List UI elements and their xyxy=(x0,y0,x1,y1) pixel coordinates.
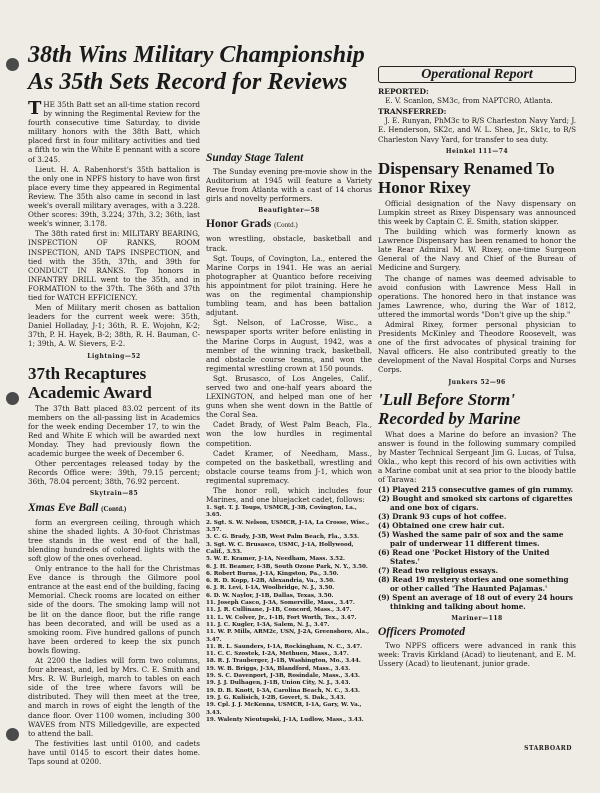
xmas-paragraph: Only entrance to the hall for the Christmas Eve dance is through the Gilmore pool entrance at the east end of the building, facing Memorial. Check rooms are located on either side of the doors. The smoking lamp will not be lit on the dance floor, but the rifle range has been decorated, and will be used as a smoking room. Five hundred gallons of punch have been ordered to keep the six punch bowls flowing. xyxy=(28,564,200,655)
honor-paragraph: Sgt. Nelson, of LaCrosse, Wisc., a newspaper sports writer before enlisting in the Marine Corps in August, 1942, was a member of the winning track, basketball, and obstacle course teams, and won the regimental wrestling crown at 150 pounds. xyxy=(206,318,372,373)
right-column xyxy=(378,66,576,670)
honor-paragraph: Cadet Brady, of West Palm Beach, Fla., won the low hurdles in regimental competition. xyxy=(206,420,372,448)
list-item: (3) Drank 93 cups of hot coffee. xyxy=(378,512,507,522)
stage-title: Sunday Stage Talent xyxy=(206,152,304,164)
honor-paragraph: Sgt. Toups, of Covington, La., entered the Marine Corps in 1941. He was an aerial photographer at Quantico before receiving his appointment for pilot training. Here he was on the regimental championship tumbling team, and has been battalion adjutant. xyxy=(206,253,372,318)
operational-report-title: Operational Report xyxy=(378,66,576,83)
dispensary-paragraph: Admiral Rixey, former personal physician to Presidents McKinley and Theodore Roosevelt, was one of the first advocates of physical training for Naval officers. He also contributed greatly to the development of the Naval Hospital Corps and Nurses Corps. xyxy=(378,319,576,375)
list-item: 1. Sgt. T. J. Toups, USMCR, J-3B, Covington, La., 3.65. xyxy=(206,505,357,519)
main-paragraph: Men of Military merit chosen as battalion leaders for the current week were: 35th, Daniel Holladay, J-1; 36th, R. E. Wojohn, K-2; 37th, P. H. Hayek, B-2; 38th, R. H. Bauman, C-1; 39th, A. W. Sievers, E-2. xyxy=(28,303,200,349)
lull-title: 'Lull Before Storm' Recorded by Marine xyxy=(378,389,521,428)
officers-paragraph: Two NPFS officers were advanced in rank this week: Travis Kirkland (Acad) to lieutenant, and E. M. Ussery (Acad) to lieutenant, junior grade. xyxy=(378,641,576,669)
list-item: (5) Washed the same pair of sox and the same pair of underwear 11 different times. xyxy=(378,530,564,549)
list-item: 6. D. W. Naylor, J-1B, Dallas, Texas, 3.50. xyxy=(206,592,334,599)
transferred-label: TRANSFERRED: xyxy=(378,107,447,117)
list-item: 11. C. C. Szostek, I-2A, Methuen, Mass., 3.47. xyxy=(206,651,349,658)
list-item: 19. J. G. Kulisich, I-2B, Govert, S. Dak., 3.43. xyxy=(206,694,346,701)
xmas-paragraph: The festivities last until 0100, and cadets have until 0145 to escort their dates home. Taps sound at 0200. xyxy=(28,738,200,766)
list-item: 3. C. G. Brady, J-3B, West Palm Beach, Fla., 3.53. xyxy=(206,534,359,541)
list-item: (9) Spent an average of 18 out of every 24 hours thinking and talking about home. xyxy=(378,593,573,612)
list-item: 11. L. W. Colver, Jr., I-1B, Fort Worth, Tex., 3.47. xyxy=(206,614,357,621)
xmas-paragraph: At 2200 the ladies will form two columns, four abreast, and, led by Mrs. C. E. Smith and Mrs. R. W. Burleigh, march to tables on each side of the tree where favors will be distributed. They will then meet at the tree, and march in rows of eight the length of the dance floor. Over 1100 women, including 300 WAVES from NTS Milledgeville, are expected to attend the ball. xyxy=(28,655,200,738)
list-item: (4) Obtained one crew hair cut. xyxy=(378,521,505,531)
list-item: 19. J. J. Dulhagen, J-1B, Union City, N. J., 3.43. xyxy=(206,680,351,687)
dispensary-title: Dispensary Renamed To Honor Rixey xyxy=(378,158,555,197)
list-item: 6. Robert Burns, J-1A, Kingston, Pa., 3.50. xyxy=(206,570,339,577)
honor-paragraph: Cadet Kramer, of Needham, Mass., competed on the basketball, wrestling and obstacle course teams from J-1, which won regimental supremacy. xyxy=(206,448,372,485)
footer-masthead: STARBOARD xyxy=(524,745,572,752)
recap-paragraph: The 37th Batt placed 83.02 percent of its members on the all-passing list in Academics for the week ending December 17, to win the Red and White E which will be awarded next Monday. They had previously flown the academic burgee the week of December 6. xyxy=(28,403,200,459)
list-item: 19. Walenty Nieutupski, J-1A, Ludlow, Mass., 3.43. xyxy=(206,716,364,723)
honor-title: Honor Grads (Contd.) xyxy=(206,218,298,231)
dispensary-paragraph: Official designation of the Navy dispensary on Lumpkin street as Rixey Dispensary was announced this week by Captain C. E. Smith, station skipper. xyxy=(378,198,576,226)
divider-heinkel: Heinkel 111—74 xyxy=(445,147,509,155)
divider-skytrain: Skytrain—85 xyxy=(89,490,139,498)
list-item: 6. R. D. Kopp, I-2B, Alexandria, Va., 3.50. xyxy=(206,578,335,585)
list-item: 11. W. P. Mills, ARM2c, USN, J-2A, Greensboro, Ala., 3.47. xyxy=(206,629,370,643)
officers-title: Officers Promoted xyxy=(378,626,465,639)
list-item: (6) Read one 'Pocket History of the United States.' xyxy=(378,548,550,567)
xmas-paragraph: form an evergreen ceiling, through which shine the shaded lights. A 30-foot Christmas tree stands in the west end of the hall, blending hundreds of colored lights with the soft glow of the ones overhead. xyxy=(28,517,200,563)
lull-list xyxy=(378,485,576,611)
binder-hole xyxy=(6,728,19,741)
list-item: 3. Sgt. W. C. Brusasco, USMC, J-1A, Hollywood, Calif., 3.53. xyxy=(206,541,354,555)
left-column xyxy=(28,100,200,767)
dispensary-paragraph: The building which was formerly known as Lawrence Dispensary has been renamed to honor the late Rear Admiral M. W. Rixey, one-time Surgeon General of the Navy and Chief of the Bureau of Medicine and Surgery. xyxy=(378,227,576,273)
honor-paragraph: The honor roll, which includes four Marines, and one bluejacket cadet, follows: xyxy=(206,486,372,505)
list-item: 5. W. E. Kramer, J-1A, Needham, Mass. 3.52. xyxy=(206,556,345,563)
divider-lightning: Lightning—52 xyxy=(87,352,141,360)
list-item: 19. S. C. Davenport, J-3B, Rosindale, Mass., 3.43. xyxy=(206,673,360,680)
list-item: (2) Bought and smoked six cartons of cigarettes and one box of cigars. xyxy=(378,494,573,513)
recap-title: 37th Recaptures Academic Award xyxy=(28,363,152,402)
dispensary-paragraph: The change of names was deemed advisable to avoid confusion with Lawrence Mess Hall in operations. The honored hero in that instance was James Lawrence, who, during the War of 1812, uttered the immortal words "Don't give up the ship." xyxy=(378,273,576,319)
honor-roll-list xyxy=(206,505,372,724)
list-item: (1) Played 215 consecutive games of gin rummy. xyxy=(378,485,574,495)
binder-hole xyxy=(6,58,19,71)
divider-junkers: Junkers 52—96 xyxy=(448,378,506,386)
list-item: 11. Joseph Casco, J-3A, Somerville, Mass., 3.47. xyxy=(206,600,355,607)
lull-paragraph: What does a Marine do before an invasion? The answer is found in the following summary compiled by Master Technical Sergeant Jim G. Lucas, of Tulsa, Okla., who kept this record of his own activities with a Marine combat unit at sea prior to the bloody battle of Tarawa: xyxy=(378,429,576,485)
list-item: 11. J. R. Cullinane, J-1B, Concord, Mass., 3.47. xyxy=(206,607,352,614)
main-paragraph: The 38th rated first in: MILITARY BEARING, INSPECTION OF RANKS, ROOM INSPECTION, AND TAPS INSPECTION, and tied with the 35th, 37th, and 39th for CONDUCT IN RANKS. Top honors in INFANTRY DRILL went to the 35th, and in FORMATION to the 37th. The 36th and 37th tied for WATCH EFFICIENCY. xyxy=(28,229,200,302)
list-item: (7) Read two religious essays. xyxy=(378,566,499,576)
recap-paragraph: Other percentages released today by the Records Office were: 39th, 79.15 percent; 36th, 78.04 percent; 38th, 76.92 percent. xyxy=(28,459,200,487)
main-headline: 38th Wins Military Championship As 35th Sets Record for Reviews xyxy=(28,42,365,95)
transferred-text: J. E. Runyan, PhM3c to R/S Charleston Navy Yard; J. E. Henderson, SK2c, and W. L. Shea, Jr., Sk1c, to R/S Charleston Navy Yard, for transfer to sea duty. xyxy=(378,116,576,144)
lead-paragraph: THE 35th Batt set an all-time station record by winning the Regimental Review for the fourth consecutive time Saturday, to divide military honors with the 38th Batt, which placed first in four military activities and tied a fifth to win the White E pennant with a score of 3.245. xyxy=(28,98,200,164)
list-item: 11. J. C. Kugler, I-3A, Salem, N. J., 3.47. xyxy=(206,621,330,628)
list-item: 6. J. H. Beamer, I-3B, South Ozone Park, N. Y., 3.50. xyxy=(206,563,368,570)
list-item: 19. Cpl. J. J. McKenna, USMCR, I-1A, Gary, W. Va., 3.43. xyxy=(206,702,362,716)
xmas-title: Xmas Eve Ball (Contd.) xyxy=(28,501,127,514)
divider-mariner: Mariner—118 xyxy=(451,615,503,623)
list-item: 19. W. B. Briggs, J-3A, Blandford, Mass., 3.43. xyxy=(206,665,351,672)
binder-hole xyxy=(6,392,19,405)
divider-beaufighter: Beaufighter—58 xyxy=(258,207,320,215)
honor-paragraph: Sgt. Brusasco, of Los Angeles, Calif., served two and one-half years aboard the LEXINGTON, and helped man one of her guns when she went down in the Battle of the Coral Sea. xyxy=(206,373,372,420)
reported-label: REPORTED: xyxy=(378,87,429,97)
honor-paragraph: won wrestling, obstacle, basketball and track. xyxy=(206,234,372,253)
main-paragraph: Lieut. H. A. Rabenhorst's 35th battalion is the only one in NPFS history to have won first place every time they appeared in Regimental Review. The 35th also came in second in last week's overall military averages, with a 3.228. Other scores: 39th, 3.224; 37th, 3.2; 36th, last week's winner, 3.178. xyxy=(28,164,200,229)
list-item: 11. R. L. Saunders, I-1A, Rockingham, N. C., 3.47. xyxy=(206,643,363,650)
list-item: (8) Read 19 mystery stories and one something or other called 'The Haunted Pajamas.' xyxy=(378,575,569,594)
list-item: 18. R. J. Trauberger, J-1B, Washington, Mo., 3.44. xyxy=(206,658,361,665)
stage-paragraph: The Sunday evening pre-movie show in the Auditorium at 1945 will feature a Variety Revue from Atlanta with a cast of 14 chorus girls and novelty performers. xyxy=(206,167,372,204)
list-item: 2. Sgt. S. W. Nelson, USMCR, J-1A, La Crosse, Wisc., 3.57. xyxy=(206,519,370,534)
middle-column xyxy=(206,150,372,724)
reported-text: E. V. Scanlon, SM3c, from NAPTCRO, Atlanta. xyxy=(385,96,553,106)
list-item: 6. J. R. Levi, I-1A, Woolbridge, N. J., 3.50. xyxy=(206,585,335,592)
list-item: 19. D. B. Knott, I-3A, Carolina Beach, N. C., 3.43. xyxy=(206,687,360,694)
